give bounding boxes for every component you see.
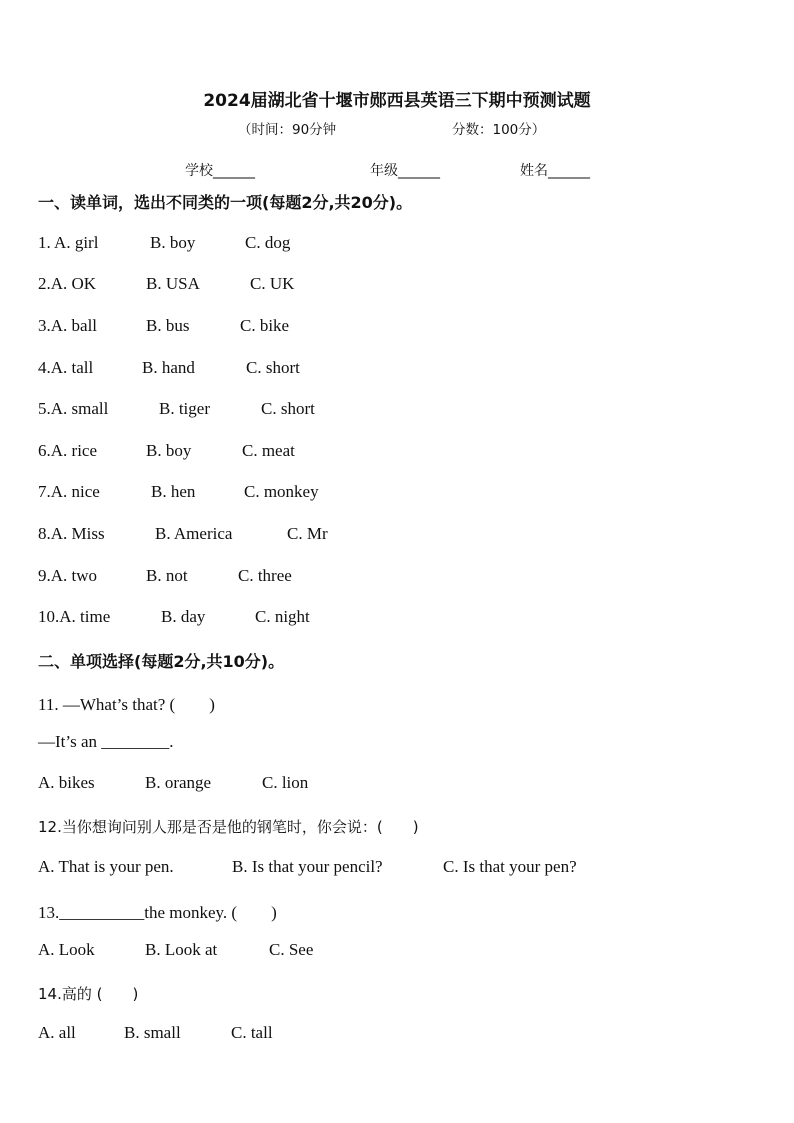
option-c: C. short — [261, 399, 315, 418]
option-b: B. bus — [146, 316, 190, 335]
question-row — [38, 399, 638, 423]
question-14: 14.高的 ( ) — [38, 985, 139, 1003]
question-row — [38, 1023, 638, 1047]
option-a: 10.A. time — [38, 607, 111, 626]
option-c: C. dog — [245, 233, 291, 252]
option-a: 8.A. Miss — [38, 524, 105, 543]
option-b: B. orange — [145, 773, 212, 792]
option-b: B. not — [146, 566, 188, 585]
name-field: 姓名______ — [520, 163, 590, 179]
question-11: 11. —What’s that? ( ) — [38, 695, 215, 714]
question-row — [38, 441, 638, 465]
option-c: C. UK — [250, 274, 295, 293]
question-11-answer-line: —It’s an ________. — [38, 732, 174, 751]
option-b: B. small — [124, 1023, 181, 1042]
question-row — [38, 607, 638, 631]
option-a: A. bikes — [38, 773, 95, 792]
option-a: 6.A. rice — [38, 441, 98, 460]
question-row — [38, 940, 638, 964]
question-row — [38, 274, 638, 298]
exam-time: （时间：90分钟 — [238, 122, 337, 138]
section-2-title: 二、单项选择(每题2分,共10分)。 — [38, 652, 285, 671]
school-field: 学校______ — [185, 163, 255, 179]
question-row — [38, 566, 638, 590]
option-c: C. bike — [240, 316, 290, 335]
option-a: A. Look — [38, 940, 95, 959]
question-row — [38, 358, 638, 382]
option-c: C. night — [255, 607, 310, 626]
question-row — [38, 233, 638, 257]
option-b: B. hen — [151, 482, 196, 501]
option-b: B. hand — [142, 358, 195, 377]
exam-score: 分数：100分） — [452, 122, 546, 138]
option-b: B. boy — [146, 441, 192, 460]
option-c: C. monkey — [244, 482, 319, 501]
option-c: C. short — [246, 358, 300, 377]
question-12: 12.当你想询问别人那是否是他的钢笔时，你会说：( ) — [38, 818, 419, 836]
question-row — [38, 482, 638, 506]
option-b: B. Look at — [145, 940, 218, 959]
option-a: A. all — [38, 1023, 76, 1042]
option-b: B. Is that your pencil? — [232, 857, 383, 876]
question-row — [38, 524, 638, 548]
option-c: C. Is that your pen? — [443, 857, 577, 876]
option-b: B. day — [161, 607, 206, 626]
option-c: C. See — [269, 940, 314, 959]
question-13: 13.__________the monkey. ( ) — [38, 903, 277, 922]
question-row — [38, 316, 638, 340]
option-c: C. tall — [231, 1023, 273, 1042]
option-c: C. three — [238, 566, 292, 585]
option-a: 9.A. two — [38, 566, 98, 585]
option-b: B. boy — [150, 233, 196, 252]
question-row — [38, 857, 738, 881]
option-a: A. That is your pen. — [38, 857, 174, 876]
option-c: C. Mr — [287, 524, 328, 543]
option-a: 4.A. tall — [38, 358, 94, 377]
page-title: 2024届湖北省十堰市郧西县英语三下期中预测试题 — [203, 91, 591, 111]
option-c: C. meat — [242, 441, 295, 460]
option-a: 2.A. OK — [38, 274, 97, 293]
option-a: 7.A. nice — [38, 482, 100, 501]
option-a: 5.A. small — [38, 399, 109, 418]
option-b: B. USA — [146, 274, 200, 293]
option-b: B. tiger — [159, 399, 210, 418]
option-a: 3.A. ball — [38, 316, 98, 335]
option-b: B. America — [155, 524, 233, 543]
section-1-title: 一、读单词，选出不同类的一项(每题2分,共20分)。 — [38, 193, 413, 212]
question-row — [38, 773, 638, 797]
grade-field: 年级______ — [370, 163, 440, 179]
option-a: 1. A. girl — [38, 233, 99, 252]
option-c: C. lion — [262, 773, 309, 792]
